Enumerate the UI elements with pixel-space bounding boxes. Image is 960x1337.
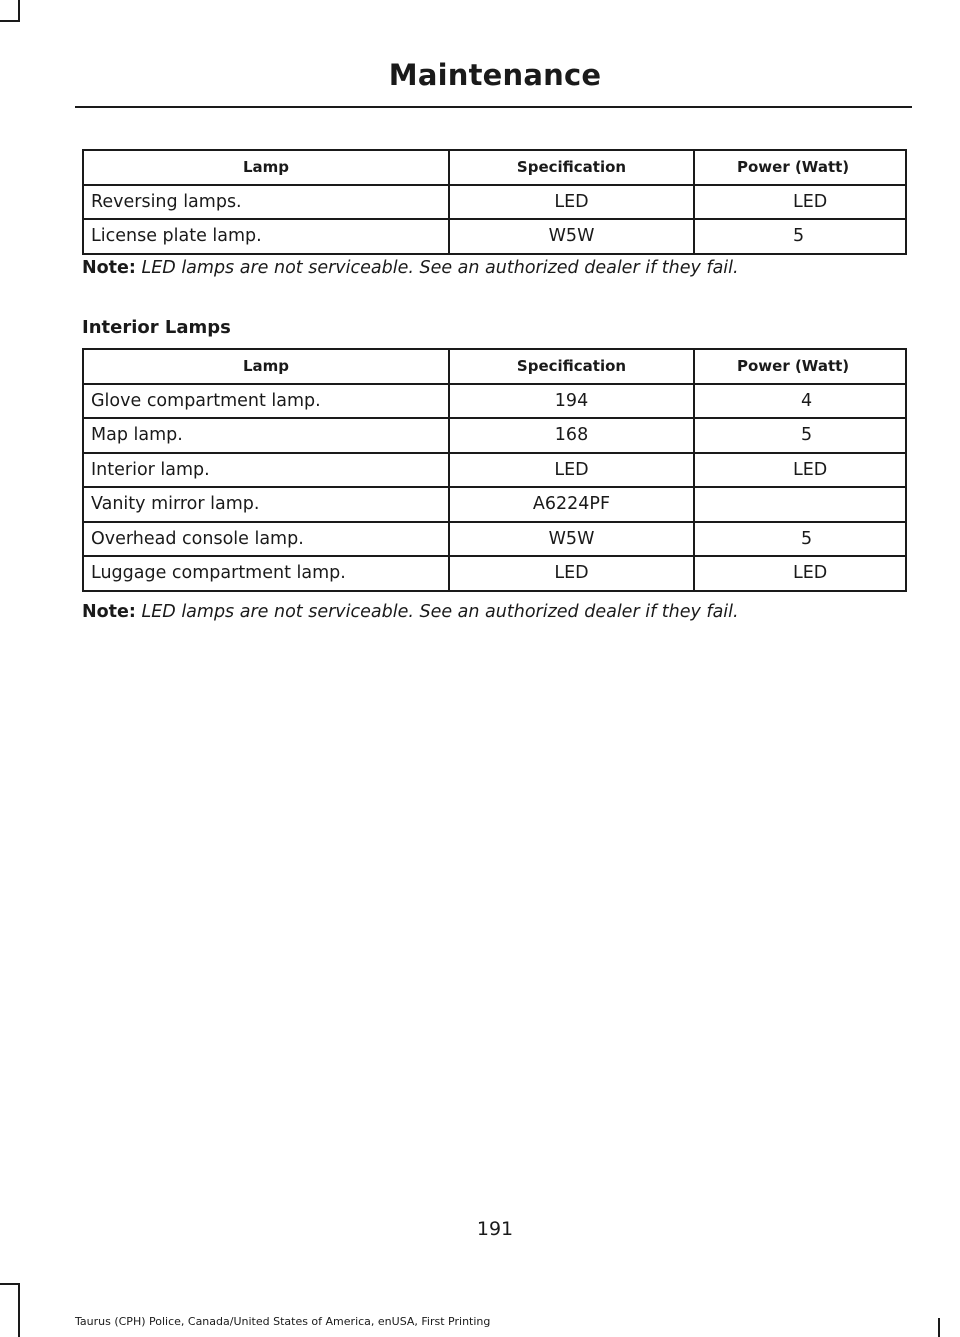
note-interior: [82, 602, 739, 622]
crop-mark-bottom-left: [18, 1283, 20, 1337]
column-header-specification: Specification: [449, 349, 694, 384]
note-exterior: [82, 258, 739, 278]
specification-cell: 194: [449, 384, 694, 419]
lamp-cell: Vanity mirror lamp.: [83, 487, 449, 522]
power-cell: LED: [694, 185, 906, 220]
lamp-cell: License plate lamp.: [83, 219, 449, 254]
note-text: LED lamps are not serviceable. See an authorized dealer if they fail.: [135, 602, 739, 622]
power-cell: LED: [694, 453, 906, 488]
specification-cell: LED: [449, 185, 694, 220]
exterior-lamps-table: [82, 149, 907, 255]
page-number: 191: [476, 1218, 514, 1240]
specification-cell: A6224PF: [449, 487, 694, 522]
interior-lamps-table: [82, 348, 907, 592]
power-cell: 5: [694, 219, 906, 254]
column-header-specification: Specification: [449, 150, 694, 185]
note-label: Note:: [82, 258, 136, 278]
crop-mark-top-left-horizontal: [0, 20, 20, 22]
table-row: [83, 418, 906, 453]
lamp-cell: Interior lamp.: [83, 453, 449, 488]
section-heading-interior-lamps: Interior Lamps: [82, 317, 231, 338]
lamp-cell: Overhead console lamp.: [83, 522, 449, 557]
lamp-cell: Glove compartment lamp.: [83, 384, 449, 419]
table-header-row: [83, 150, 906, 185]
column-header-lamp: Lamp: [83, 150, 449, 185]
specification-cell: 168: [449, 418, 694, 453]
column-header-lamp: Lamp: [83, 349, 449, 384]
table-row: [83, 219, 906, 254]
page-title: Maintenance: [388, 58, 602, 92]
specification-cell: LED: [449, 556, 694, 591]
table-header-row: [83, 349, 906, 384]
specification-cell: W5W: [449, 219, 694, 254]
specification-cell: W5W: [449, 522, 694, 557]
lamp-cell: Luggage compartment lamp.: [83, 556, 449, 591]
crop-mark-top-left: [18, 0, 20, 22]
header-rule: [75, 106, 912, 108]
power-cell: 5: [694, 522, 906, 557]
publication-footer: Taurus (CPH) Police, Canada/United States of America, enUSA, First Printing: [75, 1315, 491, 1328]
column-header-power: Power (Watt): [694, 150, 906, 185]
power-cell: 4: [694, 384, 906, 419]
table-row: [83, 384, 906, 419]
power-cell: [694, 487, 906, 522]
lamp-cell: Map lamp.: [83, 418, 449, 453]
note-label: Note:: [82, 602, 136, 622]
column-header-power: Power (Watt): [694, 349, 906, 384]
lamp-cell: Reversing lamps.: [83, 185, 449, 220]
crop-mark-bottom-right: [938, 1318, 940, 1337]
table-row: [83, 185, 906, 220]
specification-cell: LED: [449, 453, 694, 488]
power-cell: LED: [694, 556, 906, 591]
table-row: [83, 556, 906, 591]
table-row: [83, 453, 906, 488]
table-row: [83, 522, 906, 557]
power-cell: 5: [694, 418, 906, 453]
crop-mark-bottom-left-horizontal: [0, 1283, 20, 1285]
table-row: [83, 487, 906, 522]
note-text: LED lamps are not serviceable. See an authorized dealer if they fail.: [135, 258, 739, 278]
